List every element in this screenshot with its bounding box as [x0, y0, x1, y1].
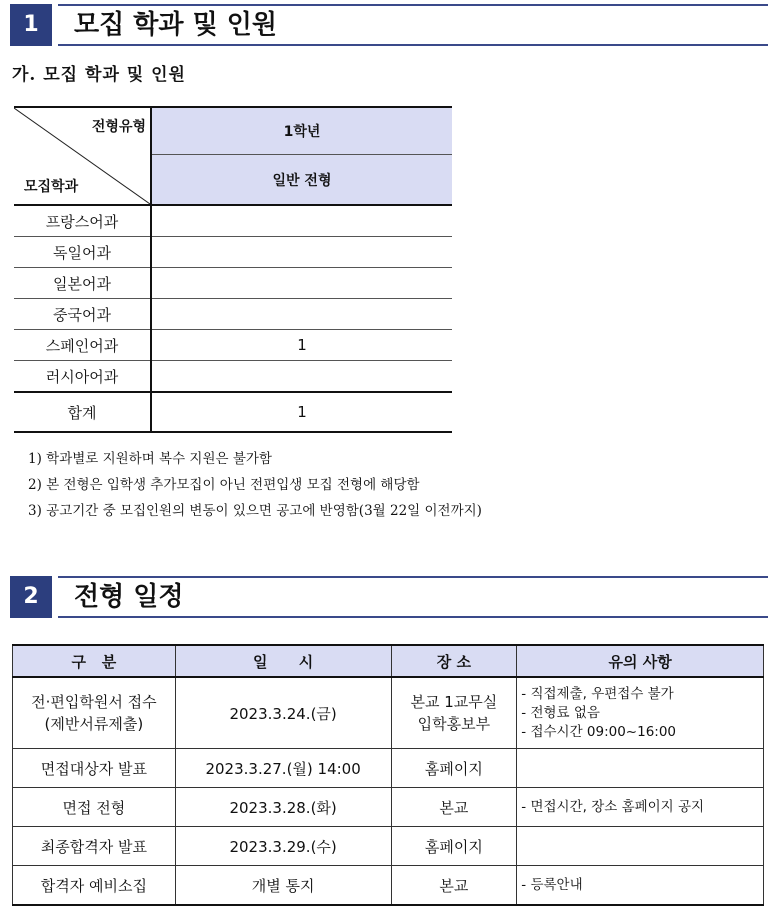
table-row [14, 299, 452, 330]
section2-header [10, 576, 768, 618]
note-line: - 전형료 없음 [521, 704, 600, 721]
schedule-category: 합격자 예비소집 [13, 866, 176, 906]
schedule-table [12, 644, 764, 906]
header-category: 구 분 [13, 645, 176, 677]
schedule-row [13, 749, 764, 788]
header-notes: 유의 사항 [517, 645, 764, 677]
dept-name: 일본어과 [14, 268, 151, 299]
dept-value [151, 237, 452, 268]
schedule-category: 전·편입학원서 접수 (제반서류제출) [13, 677, 176, 749]
table-row [14, 268, 452, 299]
note-line: - 면접시간, 장소 홈페이지 공지 [521, 798, 705, 815]
dept-value [151, 268, 452, 299]
section1-top-rule [58, 4, 768, 6]
dept-name: 스페인어과 [14, 330, 151, 361]
note-item: 1) 학과별로 지원하며 복수 지원은 불가함 [28, 451, 272, 467]
diag-label-dept: 모집학과 [24, 179, 79, 195]
section1-number: 1 [10, 4, 52, 46]
notes-list [28, 446, 482, 524]
schedule-notes [517, 749, 764, 788]
total-row [14, 392, 452, 432]
table-row [14, 330, 452, 361]
note-line: - 접수시간 09:00~16:00 [521, 723, 677, 740]
section2-title: 전형 일정 [74, 582, 184, 612]
diag-label-type: 전형유형 [91, 119, 146, 135]
dept-value: 1 [151, 330, 452, 361]
schedule-place: 홈페이지 [391, 749, 517, 788]
schedule-header-row [13, 645, 764, 677]
schedule-date: 2023.3.29.(수) [175, 827, 391, 866]
note-line: - 직접제출, 우편접수 불가 [521, 685, 674, 702]
note-item: 3) 공고기간 중 모집인원의 변동이 있으면 공고에 반영함(3월 22일 이전까지) [28, 503, 482, 519]
schedule-row [13, 827, 764, 866]
schedule-place: 본교 [391, 866, 517, 906]
dept-value [151, 205, 452, 237]
schedule-notes [517, 677, 764, 749]
section1-header [10, 4, 768, 46]
schedule-notes [517, 788, 764, 827]
schedule-date: 2023.3.24.(금) [175, 677, 391, 749]
section2-top-rule [58, 576, 768, 578]
diagonal-header-cell [14, 107, 151, 205]
schedule-date: 2023.3.28.(화) [175, 788, 391, 827]
dept-value [151, 299, 452, 330]
schedule-place: 본교 1교무실 입학홍보부 [391, 677, 517, 749]
total-label: 합계 [14, 392, 151, 432]
dept-name: 러시아어과 [14, 361, 151, 393]
schedule-date: 개별 통지 [175, 866, 391, 906]
schedule-place: 홈페이지 [391, 827, 517, 866]
schedule-place: 본교 [391, 788, 517, 827]
section2-number: 2 [10, 576, 52, 618]
section1-bottom-rule [58, 44, 768, 46]
dept-name: 독일어과 [14, 237, 151, 268]
header-grade: 1학년 [151, 107, 452, 155]
header-date: 일 시 [175, 645, 391, 677]
schedule-row [13, 866, 764, 906]
schedule-category: 최종합격자 발표 [13, 827, 176, 866]
section1-title: 모집 학과 및 인원 [74, 10, 277, 40]
schedule-date: 2023.3.27.(월) 14:00 [175, 749, 391, 788]
schedule-category: 면접대상자 발표 [13, 749, 176, 788]
schedule-notes [517, 866, 764, 906]
subtitle: 가. 모집 학과 및 인원 [12, 65, 186, 85]
section2-bottom-rule [58, 616, 768, 618]
header-place: 장 소 [391, 645, 517, 677]
note-item: 2) 본 전형은 입학생 추가모집이 아닌 전편입생 모집 전형에 해당함 [28, 477, 420, 493]
note-line: - 등록안내 [521, 876, 583, 893]
dept-value [151, 361, 452, 393]
schedule-row [13, 677, 764, 749]
recruitment-table [14, 106, 452, 433]
header-type: 일반 전형 [151, 155, 452, 205]
total-value: 1 [151, 392, 452, 432]
dept-name: 프랑스어과 [14, 205, 151, 237]
table-row [14, 361, 452, 393]
schedule-notes [517, 827, 764, 866]
table-row [14, 205, 452, 237]
table-row [14, 237, 452, 268]
schedule-row [13, 788, 764, 827]
dept-name: 중국어과 [14, 299, 151, 330]
schedule-category: 면접 전형 [13, 788, 176, 827]
